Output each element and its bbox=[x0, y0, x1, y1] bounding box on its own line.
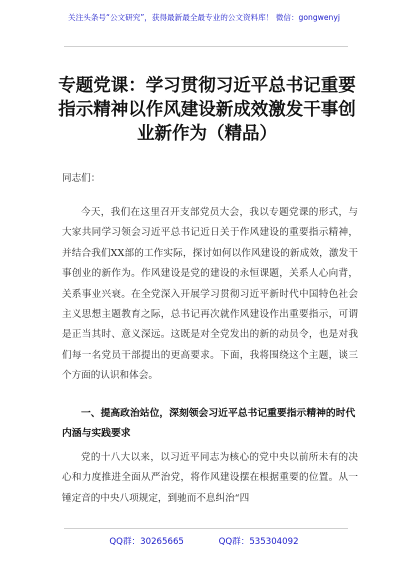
footer-qq-group-1: QQ群：30265665 bbox=[109, 537, 184, 547]
paragraph-1: 今天，我们在这里召开支部党员大会，我以专题党课的形式，与大家共同学习领会习近平总书记近日关于作风建设的重要指示精神，并结合我们XX部的工作实际，探讨如何以作风建设的新成效，激发干事创业的新作为。作风建设是党的建设的永恒课题，关系人心向背，关系事业兴衰。在全党深入开展学习贯彻习近平新时代中国特色社会主义思想主题教育之际，总书记再次就作风建设作出重要指示，可谓是正当其时、意义深远。这既是对全党发出的新的动员令，也是对我们每一名党员干部提出的更高要求。下面，我将围绕这个主题，谈三个方面的认识和体会。 bbox=[62, 207, 358, 382]
section-heading-1: 一、提高政治站位，深刻领会习近平总书记重要指示精神的时代内涵与实践要求 bbox=[62, 408, 356, 440]
footer-qq-group-2: QQ群：535304092 bbox=[218, 537, 299, 547]
footer bbox=[0, 535, 408, 547]
document-title: 专题党课：学习贯彻习近平总书记重要指示精神以作风建设新成效激发干事创业新作为（精品） bbox=[58, 76, 356, 144]
header-divider bbox=[64, 46, 348, 47]
header-banner: 关注头条号“公文研究”，获得最新最全最专业的公文资料库！ 微信：gongwenyj bbox=[68, 13, 340, 22]
footer-divider bbox=[64, 528, 348, 529]
salutation: 同志们： bbox=[62, 173, 101, 184]
paragraph-2: 党的十八大以来，以习近平同志为核心的党中央以前所未有的决心和力度推进全面从严治党，将作风建设摆在根据重要的位置。从一锤定音的中央八项规定，到驰而不息纠治“四 bbox=[62, 452, 358, 504]
